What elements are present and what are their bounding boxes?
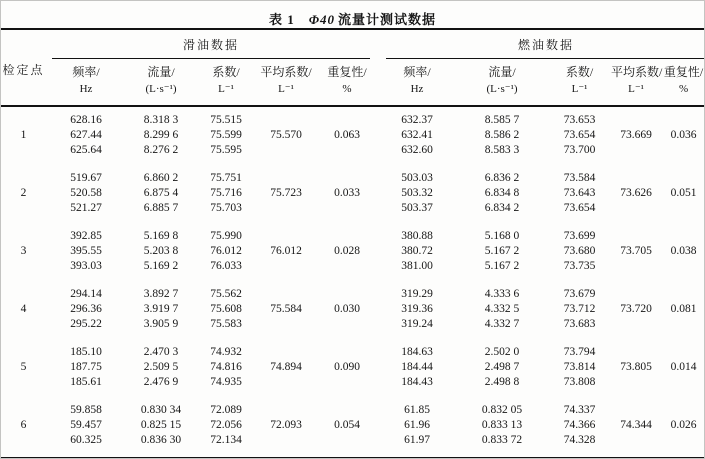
lube-rep-cell (316, 201, 378, 216)
lube-rep-value: 0.028 (334, 245, 360, 257)
lube-freq-value: 295.22 (70, 318, 102, 330)
col-header-fuel-flow: 流量/ (L·s⁻¹) (456, 59, 548, 106)
lube-coef-value: 74.932 (210, 346, 242, 358)
point-id-cell (1, 143, 46, 158)
section-header-fuel (378, 29, 705, 59)
fuel-coef-value: 73.643 (563, 187, 596, 199)
fuel-rep-cell (661, 274, 705, 302)
fuel-flow-value: 8.585 7 (484, 114, 520, 126)
lube-freq-value: 628.16 (70, 114, 102, 126)
fuel-avg-cell (611, 433, 661, 459)
point-id-cell (1, 375, 46, 390)
lube-rep-value: 0.063 (334, 129, 360, 141)
fuel-coef-value: 73.814 (563, 361, 596, 373)
fuel-avg-cell (611, 143, 661, 158)
fuel-flow-value: 5.168 0 (484, 230, 520, 242)
lube-coef-value: 72.089 (210, 404, 242, 416)
lube-freq-value: 185.61 (70, 376, 102, 388)
table-row (1, 201, 705, 216)
column-header-row (1, 59, 705, 106)
point-id-cell (1, 259, 46, 274)
fuel-rep-cell (661, 143, 705, 158)
fuel-rep-value: 0.026 (670, 419, 697, 431)
fuel-flow-value: 0.832 05 (481, 404, 523, 416)
fuel-coef-value: 73.712 (563, 303, 596, 315)
point-id-cell (1, 158, 46, 186)
fuel-coef-value: 73.683 (563, 318, 596, 330)
lube-avg-cell (256, 158, 316, 186)
fuel-freq-value: 381.00 (401, 260, 433, 272)
lube-freq-value: 521.27 (70, 202, 102, 214)
col-header-fuel-avg: 平均系数/ L⁻¹ (611, 59, 661, 106)
lube-flow-value: 6.875 4 (143, 187, 179, 199)
table-row (1, 360, 705, 375)
fuel-avg-cell (611, 375, 661, 390)
lube-flow-value: 8.299 6 (143, 129, 179, 141)
col-header-lube-rep: 重复性/ % (316, 59, 378, 106)
table-title (1, 1, 704, 28)
point-id-cell: 6 (20, 419, 27, 431)
lube-flow-value: 2.509 5 (143, 361, 179, 373)
fuel-flow-value: 2.502 0 (484, 346, 520, 358)
lube-flow-value: 5.203 8 (143, 245, 179, 257)
fuel-freq-value: 503.03 (401, 172, 433, 184)
fuel-coef-value: 73.808 (563, 376, 596, 388)
lube-rep-cell (316, 317, 378, 332)
table-title-text: 流量计测试数据 (338, 12, 437, 27)
fuel-avg-value: 73.626 (620, 187, 652, 199)
point-id-cell (1, 433, 46, 459)
section-header-lube (46, 29, 378, 59)
table-header (1, 29, 705, 106)
col-header-fuel-coef: 系数/ L⁻¹ (548, 59, 611, 106)
lube-avg-value: 75.723 (270, 187, 302, 199)
lube-avg-cell (256, 317, 316, 332)
lube-avg-value: 76.012 (270, 245, 302, 257)
fuel-flow-value: 4.332 7 (484, 318, 520, 330)
lube-flow-value: 2.470 3 (143, 346, 179, 358)
lube-freq-value: 395.55 (70, 245, 102, 257)
fuel-rep-value: 0.036 (670, 129, 697, 141)
fuel-avg-cell (611, 317, 661, 332)
fuel-freq-value: 184.43 (401, 376, 433, 388)
lube-coef-value: 75.562 (210, 288, 242, 300)
fuel-rep-cell (661, 317, 705, 332)
table-row (1, 106, 705, 128)
table-row (1, 433, 705, 459)
lube-rep-cell (316, 216, 378, 244)
lube-coef-value: 75.599 (210, 129, 242, 141)
lube-coef-value: 72.134 (210, 434, 242, 446)
flow-meter-data-table (1, 28, 705, 459)
fuel-rep-cell (661, 332, 705, 360)
table-row (1, 259, 705, 274)
col-header-lube-freq: 频率/ Hz (46, 59, 126, 106)
lube-rep-value: 0.033 (334, 187, 360, 199)
lube-avg-cell (256, 106, 316, 128)
point-id-cell (1, 332, 46, 360)
lube-avg-cell (256, 390, 316, 418)
fuel-freq-value: 184.44 (401, 361, 433, 373)
table-row (1, 143, 705, 158)
col-header-fuel-freq: 频率/ Hz (378, 59, 456, 106)
lube-flow-value: 2.476 9 (143, 376, 179, 388)
lube-coef-value: 74.816 (210, 361, 242, 373)
fuel-coef-value: 73.699 (563, 230, 596, 242)
fuel-flow-value: 0.833 13 (481, 419, 523, 431)
lube-avg-cell (256, 332, 316, 360)
lube-freq-value: 187.75 (70, 361, 102, 373)
lube-rep-cell (316, 332, 378, 360)
fuel-flow-value: 6.836 2 (484, 172, 520, 184)
lube-avg-value: 75.570 (270, 129, 302, 141)
lube-coef-value: 75.703 (210, 202, 242, 214)
fuel-avg-value: 73.805 (620, 361, 652, 373)
lube-freq-value: 59.858 (70, 404, 102, 416)
fuel-coef-value: 74.328 (563, 434, 596, 446)
point-id-cell: 1 (20, 129, 27, 141)
fuel-coef-value: 73.654 (563, 202, 596, 214)
table-row (1, 244, 705, 259)
fuel-freq-value: 503.32 (401, 187, 433, 199)
point-id-cell (1, 317, 46, 332)
lube-coef-value: 75.515 (210, 114, 242, 126)
lube-rep-cell (316, 375, 378, 390)
fuel-freq-value: 380.88 (401, 230, 433, 242)
point-id-cell: 4 (20, 303, 27, 315)
fuel-rep-cell (661, 158, 705, 186)
table-body (1, 106, 705, 459)
lube-freq-value: 519.67 (70, 172, 102, 184)
lube-rep-value: 0.030 (334, 303, 360, 315)
point-id-cell: 2 (20, 187, 27, 199)
fuel-flow-value: 8.583 3 (484, 144, 520, 156)
lube-freq-value: 520.58 (70, 187, 102, 199)
table-row (1, 390, 705, 418)
lube-coef-value: 75.608 (210, 303, 242, 315)
table-row (1, 186, 705, 201)
fuel-freq-value: 632.37 (401, 114, 433, 126)
fuel-freq-value: 632.41 (401, 129, 433, 141)
section-header-row (1, 29, 705, 59)
col-header-lube-flow: 流量/ (L·s⁻¹) (126, 59, 196, 106)
point-id-cell (1, 390, 46, 418)
fuel-coef-value: 73.584 (563, 172, 596, 184)
col-header-fuel-rep: 重复性/ % (661, 59, 705, 106)
fuel-freq-value: 61.85 (404, 404, 430, 416)
point-id-cell (1, 274, 46, 302)
fuel-avg-cell (611, 274, 661, 302)
fuel-coef-value: 73.679 (563, 288, 596, 300)
fuel-coef-value: 73.654 (563, 129, 596, 141)
fuel-rep-cell (661, 433, 705, 459)
fuel-freq-value: 380.72 (401, 245, 433, 257)
lube-freq-value: 392.85 (70, 230, 102, 242)
lube-coef-value: 76.033 (210, 260, 242, 272)
fuel-freq-value: 503.37 (401, 202, 433, 214)
fuel-avg-cell (611, 216, 661, 244)
fuel-rep-cell (661, 201, 705, 216)
lube-coef-value: 75.990 (210, 230, 242, 242)
lube-rep-cell (316, 390, 378, 418)
lube-coef-value: 76.012 (210, 245, 242, 257)
fuel-coef-value: 73.653 (563, 114, 596, 126)
point-id-cell (1, 106, 46, 128)
point-id-cell: 5 (20, 361, 27, 373)
table-row (1, 418, 705, 433)
lube-rep-cell (316, 259, 378, 274)
table-row (1, 302, 705, 317)
lube-flow-value: 3.919 7 (143, 303, 179, 315)
lube-coef-value: 75.751 (210, 172, 242, 184)
fuel-freq-value: 61.96 (404, 419, 430, 431)
fuel-rep-value: 0.051 (670, 187, 697, 199)
lube-flow-value: 8.318 3 (143, 114, 179, 126)
fuel-coef-value: 73.680 (563, 245, 596, 257)
fuel-avg-cell (611, 106, 661, 128)
lube-avg-cell (256, 274, 316, 302)
diameter-symbol: Φ40 (308, 12, 335, 27)
point-id-cell (1, 216, 46, 244)
lube-rep-cell (316, 158, 378, 186)
fuel-flow-value: 5.167 2 (484, 260, 520, 272)
fuel-freq-value: 319.24 (401, 318, 433, 330)
lube-flow-value: 0.825 15 (140, 419, 182, 431)
table-row (1, 274, 705, 302)
fuel-flow-value: 6.834 2 (484, 202, 520, 214)
fuel-flow-value: 4.332 5 (484, 303, 520, 315)
fuel-flow-value: 4.333 6 (484, 288, 520, 300)
lube-rep-cell (316, 274, 378, 302)
fuel-avg-value: 73.669 (620, 129, 652, 141)
fuel-coef-value: 74.366 (563, 419, 596, 431)
corner-header-point: 检定点 (1, 29, 46, 106)
lube-flow-value: 5.169 2 (143, 260, 179, 272)
lube-rep-cell (316, 106, 378, 128)
fuel-flow-value: 5.167 2 (484, 245, 520, 257)
fuel-avg-cell (611, 390, 661, 418)
fuel-avg-cell (611, 332, 661, 360)
lube-coef-value: 75.716 (210, 187, 242, 199)
fuel-avg-value: 74.344 (620, 419, 652, 431)
fuel-flow-value: 0.833 72 (481, 434, 523, 446)
fuel-rep-cell (661, 216, 705, 244)
fuel-flow-value: 2.498 7 (484, 361, 520, 373)
table-row (1, 216, 705, 244)
fuel-avg-cell (611, 201, 661, 216)
lube-freq-value: 60.325 (70, 434, 102, 446)
fuel-coef-value: 73.794 (563, 346, 596, 358)
fuel-avg-value: 73.720 (620, 303, 652, 315)
section-label-fuel: 燃油数据 (386, 34, 705, 59)
lube-avg-cell (256, 433, 316, 459)
fuel-freq-value: 61.97 (404, 434, 430, 446)
section-label-lube: 滑油数据 (52, 34, 370, 59)
point-id-cell: 3 (20, 245, 27, 257)
fuel-rep-cell (661, 390, 705, 418)
fuel-coef-value: 73.700 (563, 144, 596, 156)
fuel-rep-value: 0.038 (670, 245, 697, 257)
lube-avg-cell (256, 259, 316, 274)
fuel-flow-value: 8.586 2 (484, 129, 520, 141)
fuel-avg-cell (611, 259, 661, 274)
lube-avg-cell (256, 216, 316, 244)
lube-freq-value: 393.03 (70, 260, 102, 272)
fuel-avg-cell (611, 158, 661, 186)
lube-rep-value: 0.054 (334, 419, 360, 431)
lube-flow-value: 6.885 7 (143, 202, 179, 214)
point-id-cell (1, 201, 46, 216)
lube-rep-value: 0.090 (334, 361, 360, 373)
lube-coef-value: 75.583 (210, 318, 242, 330)
fuel-flow-value: 6.834 8 (484, 187, 520, 199)
fuel-rep-cell (661, 106, 705, 128)
fuel-freq-value: 319.36 (401, 303, 433, 315)
lube-freq-value: 625.64 (70, 144, 102, 156)
lube-flow-value: 3.892 7 (143, 288, 179, 300)
lube-avg-cell (256, 375, 316, 390)
fuel-rep-value: 0.081 (670, 303, 697, 315)
lube-flow-value: 0.836 30 (140, 434, 182, 446)
lube-flow-value: 5.169 8 (143, 230, 179, 242)
lube-flow-value: 0.830 34 (140, 404, 182, 416)
fuel-coef-value: 73.735 (563, 260, 596, 272)
table-row (1, 158, 705, 186)
fuel-coef-value: 74.337 (563, 404, 596, 416)
fuel-freq-value: 184.63 (401, 346, 433, 358)
lube-coef-value: 75.595 (210, 144, 242, 156)
lube-avg-cell (256, 201, 316, 216)
lube-coef-value: 72.056 (210, 419, 242, 431)
lube-avg-value: 74.894 (270, 361, 302, 373)
table-number: 表 1 (268, 12, 295, 27)
lube-freq-value: 185.10 (70, 346, 102, 358)
fuel-rep-cell (661, 259, 705, 274)
lube-freq-value: 59.457 (70, 419, 102, 431)
lube-coef-value: 74.935 (210, 376, 242, 388)
fuel-freq-value: 319.29 (401, 288, 433, 300)
fuel-flow-value: 2.498 8 (484, 376, 520, 388)
lube-flow-value: 8.276 2 (143, 144, 179, 156)
lube-avg-cell (256, 143, 316, 158)
fuel-avg-value: 73.705 (620, 245, 652, 257)
table-row (1, 375, 705, 390)
table-row (1, 317, 705, 332)
lube-freq-value: 294.14 (70, 288, 102, 300)
lube-flow-value: 3.905 9 (143, 318, 179, 330)
col-header-lube-coef: 系数/ L⁻¹ (196, 59, 256, 106)
lube-freq-value: 627.44 (70, 129, 102, 141)
lube-avg-value: 72.093 (270, 419, 302, 431)
fuel-freq-value: 632.60 (401, 144, 433, 156)
table-row (1, 332, 705, 360)
fuel-rep-cell (661, 375, 705, 390)
lube-flow-value: 6.860 2 (143, 172, 179, 184)
lube-freq-value: 296.36 (70, 303, 102, 315)
lube-rep-cell (316, 433, 378, 459)
col-header-lube-avg: 平均系数/ L⁻¹ (256, 59, 316, 106)
fuel-rep-value: 0.014 (670, 361, 697, 373)
lube-avg-value: 75.584 (270, 303, 302, 315)
table-row (1, 128, 705, 143)
lube-rep-cell (316, 143, 378, 158)
